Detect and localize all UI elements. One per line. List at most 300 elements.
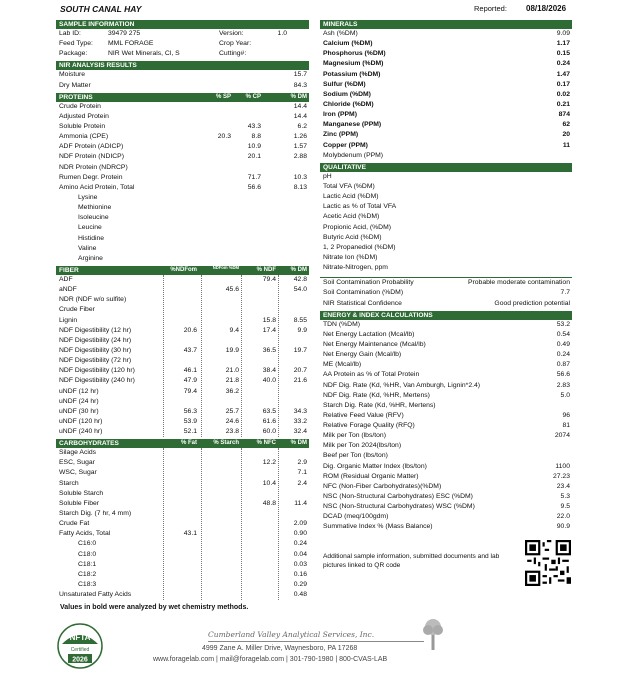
proteins-row <box>56 112 309 122</box>
proteins-row <box>56 152 309 162</box>
minerals-row-value: 874 <box>558 111 570 119</box>
fiber-header-col-header: %NDFom <box>170 266 197 273</box>
energy-row <box>320 512 572 522</box>
sample-info-label: Version: <box>219 30 244 37</box>
fiber-row <box>56 407 309 417</box>
proteins-row-value: 10.9 <box>247 143 261 151</box>
fiber-row-value: 19.7 <box>293 346 307 354</box>
energy-row <box>320 502 572 512</box>
proteins-header <box>56 93 309 102</box>
sample-info-row <box>56 29 309 39</box>
left-column <box>56 18 309 600</box>
carbs-row-label: WSC, Sugar <box>59 469 97 477</box>
energy-row-label: Relative Feed Value (RFV) <box>323 411 404 419</box>
carbs-table <box>56 448 309 600</box>
energy-row-label: Net Energy Lactation (Mcal/lb) <box>323 330 415 338</box>
minerals-row-value: 0.02 <box>556 90 570 98</box>
energy-row-label: Net Energy Maintenance (Mcal/lb) <box>323 340 426 348</box>
energy-row-label: Summative Index % (Mass Balance) <box>323 523 433 531</box>
contamination-row-value: Probable moderate contamination <box>467 279 570 287</box>
carbs-row <box>56 499 309 509</box>
proteins-row <box>56 142 309 152</box>
fiber-row-label: NDF Digestibility (72 hr) <box>59 357 132 365</box>
nir-header-title: NIR ANALYSIS RESULTS <box>59 62 137 70</box>
carbs-row-value: 10.4 <box>262 479 276 487</box>
minerals-row-value: 1.47 <box>556 70 570 78</box>
qualitative-table <box>320 172 572 273</box>
minerals-row-label: Magnesium (%DM) <box>323 60 384 68</box>
fiber-row-value: 52.1 <box>183 428 197 436</box>
fiber-row-value: 79.4 <box>262 275 276 283</box>
column-divider <box>278 448 279 600</box>
minerals-row-value: 1.17 <box>556 40 570 48</box>
minerals-row-label: Manganese (PPM) <box>323 121 382 129</box>
fiber-row-label: NDF Digestibility (24 hr) <box>59 336 132 344</box>
fiber-row-value: 8.55 <box>293 316 307 324</box>
right-column <box>320 18 572 533</box>
energy-row <box>320 482 572 492</box>
qualitative-header-title: QUALITATIVE <box>323 163 366 171</box>
column-divider <box>163 448 164 600</box>
fiber-row-value: 46.1 <box>183 367 197 375</box>
minerals-row-label: Phosphorus (%DM) <box>323 50 386 58</box>
fiber-row-value: 79.4 <box>183 387 197 395</box>
qr-note: Additional sample information, submitted documents and lab pictures linked to QR code <box>323 553 500 569</box>
energy-row-value: 96 <box>562 411 570 419</box>
fiber-row-value: 53.9 <box>183 417 197 425</box>
nir-header <box>56 61 309 70</box>
svg-text:NFTA: NFTA <box>69 633 91 642</box>
proteins-row-label: Soluble Protein <box>59 122 106 130</box>
proteins-row-label: Histidine <box>78 234 105 242</box>
proteins-row-value: 10.3 <box>293 173 307 181</box>
fiber-row <box>56 305 309 315</box>
footnote: Values in bold were analyzed by wet chemistry methods. <box>60 604 249 611</box>
energy-row <box>320 360 572 370</box>
minerals-row-label: Ash (%DM) <box>323 30 358 37</box>
energy-row-value: 0.24 <box>556 351 570 359</box>
energy-row <box>320 492 572 502</box>
fiber-row-value: 9.4 <box>229 326 239 334</box>
minerals-row <box>320 130 572 140</box>
carbs-row-value: 0.48 <box>293 591 307 599</box>
energy-row <box>320 320 572 330</box>
proteins-row-label: Valine <box>78 244 97 252</box>
minerals-row <box>320 49 572 59</box>
carbs-row-label: Starch Dig. (7 hr, 4 mm) <box>59 510 132 518</box>
qualitative-row <box>320 233 572 243</box>
energy-row-label: NSC (Non-Structural Carbohydrates) WSC (%DM) <box>323 503 475 511</box>
svg-text:2026: 2026 <box>72 656 88 664</box>
carbs-row-value: 0.04 <box>293 550 307 558</box>
fiber-row <box>56 346 309 356</box>
qualitative-row-label: Butyric Acid (%DM) <box>323 233 382 241</box>
proteins-row-value: 14.4 <box>293 102 307 110</box>
proteins-row-label: Crude Protein <box>59 102 101 110</box>
fiber-row-value: 40.0 <box>262 377 276 385</box>
carbs-row-label: Soluble Starch <box>59 489 104 497</box>
footer <box>0 616 640 686</box>
fiber-row-value: 63.5 <box>262 407 276 415</box>
proteins-row-value: 71.7 <box>247 173 261 181</box>
qualitative-header <box>320 163 572 172</box>
carbs-row-label: C18:1 <box>78 560 97 568</box>
fiber-header-col-header: % DM <box>290 266 307 273</box>
sample-info-label: Crop Year: <box>219 40 252 48</box>
carbs-header-col-header: % Starch <box>213 440 239 447</box>
qualitative-row <box>320 243 572 253</box>
energy-row <box>320 401 572 411</box>
proteins-row-label: Ammonia (CPE) <box>59 133 109 141</box>
proteins-table <box>56 102 309 264</box>
energy-row-value: 27.23 <box>552 472 570 480</box>
proteins-header-col-header: % CP <box>245 93 261 100</box>
fiber-row-label: aNDF <box>59 286 77 294</box>
fiber-row-value: 33.2 <box>293 417 307 425</box>
energy-row-label: TDN (%DM) <box>323 320 360 328</box>
proteins-row-label: Arginine <box>78 254 103 262</box>
carbs-row-label: Unsaturated Fatty Acids <box>59 591 132 599</box>
proteins-row-value: 14.4 <box>293 112 307 120</box>
energy-table <box>320 320 572 533</box>
qualitative-row <box>320 212 572 222</box>
proteins-row <box>56 254 309 264</box>
minerals-row-label: Copper (PPM) <box>323 141 368 149</box>
fiber-row <box>56 316 309 326</box>
carbs-row-value: 43.1 <box>183 530 197 538</box>
minerals-row <box>320 70 572 80</box>
energy-row-value: 0.49 <box>556 340 570 348</box>
carbs-row-value: 0.24 <box>293 540 307 548</box>
minerals-row-label: Iron (PPM) <box>323 111 357 119</box>
carbs-row-label: Soluble Fiber <box>59 499 100 507</box>
proteins-row-value: 20.1 <box>247 153 261 161</box>
energy-row-value: 81 <box>562 422 570 430</box>
energy-row-label: ME (Mcal/lb) <box>323 361 362 369</box>
minerals-table <box>320 29 572 161</box>
proteins-row <box>56 234 309 244</box>
contamination-row-value: Good prediction potential <box>494 299 570 307</box>
qr-code[interactable] <box>525 540 571 586</box>
carbs-row <box>56 550 309 560</box>
proteins-header-col-header: % SP <box>215 93 231 100</box>
company-address: 4999 Zane A. Miller Drive, Waynesboro, PA 17268 <box>202 645 358 652</box>
energy-row <box>320 370 572 380</box>
column-divider <box>241 275 242 437</box>
proteins-row-value: 43.3 <box>247 122 261 130</box>
fiber-row-value: 36.2 <box>225 387 239 395</box>
qualitative-row <box>320 192 572 202</box>
energy-row-value: 90.9 <box>556 523 570 531</box>
fiber-header <box>56 266 309 275</box>
svg-text:Certified: Certified <box>70 647 90 653</box>
sample-info-value: MML FORAGE <box>108 40 154 48</box>
fiber-row-value: 34.3 <box>293 407 307 415</box>
qualitative-row <box>320 223 572 233</box>
sample-info-header-title: SAMPLE INFORMATION <box>59 21 135 28</box>
minerals-row <box>320 151 572 161</box>
proteins-row <box>56 122 309 132</box>
proteins-row-value: 20.3 <box>217 133 231 141</box>
fiber-row-value: 56.3 <box>183 407 197 415</box>
nir-table <box>56 70 309 90</box>
fiber-row-label: NDR (NDF w/o sulfite) <box>59 296 127 304</box>
fiber-row-label: uNDF (120 hr) <box>59 417 103 425</box>
energy-row <box>320 522 572 532</box>
carbs-header-col-header: % DM <box>290 440 307 447</box>
energy-row <box>320 462 572 472</box>
proteins-row-label: Lysine <box>78 193 98 201</box>
minerals-row <box>320 29 572 39</box>
qualitative-row-label: 1, 2 Propanediol (%DM) <box>323 243 396 251</box>
fiber-row-label: NDF Digestibility (240 hr) <box>59 377 135 385</box>
energy-row-label: DCAD (meq/100gdm) <box>323 513 389 521</box>
company-name: Cumberland Valley Analytical Services, Inc. <box>208 630 375 639</box>
energy-row-value: 5.3 <box>560 493 570 501</box>
carbs-row <box>56 590 309 600</box>
carbs-row-label: C16:0 <box>78 540 97 548</box>
carbs-row-value: 7.1 <box>297 469 307 477</box>
minerals-row-label: Zinc (PPM) <box>323 131 359 139</box>
fiber-row-value: 15.8 <box>262 316 276 324</box>
sample-info-row <box>56 49 309 59</box>
company-contacts: www.foragelab.com | mail@foragelab.com | 301-790-1980 | 800-CVAS-LAB <box>153 656 388 663</box>
fiber-header-col-header: % NDF <box>256 266 276 273</box>
nir-row-value: 84.3 <box>293 81 307 89</box>
proteins-row-label: Adjusted Protein <box>59 112 109 120</box>
carbs-header-title: CARBOHYDRATES <box>59 440 119 448</box>
carbs-row <box>56 570 309 580</box>
carbs-header-col-header: % NFC <box>256 440 276 447</box>
energy-row-label: NDF Dig. Rate (Kd, %HR, Van Amburgh, Lignin*2.4) <box>323 381 481 389</box>
sample-info-label: Lab ID: <box>59 30 81 37</box>
fiber-row-label: ADF <box>59 275 73 283</box>
sample-info-table <box>56 29 309 59</box>
fiber-row-label: uNDF (240 hr) <box>59 428 103 436</box>
carbs-row-label: C18:0 <box>78 550 97 558</box>
contamination-table <box>320 278 572 308</box>
energy-row <box>320 472 572 482</box>
minerals-row <box>320 110 572 120</box>
carbs-row-value: 2.9 <box>297 459 307 467</box>
fiber-row-value: 25.7 <box>225 407 239 415</box>
energy-row-value: 5.0 <box>560 391 570 399</box>
proteins-header-title: PROTEINS <box>59 93 93 101</box>
carbs-row-label: Silage Acids <box>59 449 97 457</box>
fiber-row-label: NDF Digestibility (30 hr) <box>59 346 132 354</box>
proteins-row-label: Rumen Degr. Protein <box>59 173 123 181</box>
carbs-row-value: 0.16 <box>293 570 307 578</box>
carbs-row <box>56 560 309 570</box>
proteins-row <box>56 163 309 173</box>
qualitative-row-label: pH <box>323 172 332 180</box>
sample-info-row <box>56 39 309 49</box>
carbs-header <box>56 439 309 448</box>
energy-row-label: NDF Dig. Rate (Kd, %HR, Mertens) <box>323 391 430 399</box>
sample-info-label: Feed Type: <box>59 40 93 48</box>
minerals-row-value: 0.21 <box>556 100 570 108</box>
contamination-row <box>320 278 572 288</box>
qualitative-row <box>320 263 572 273</box>
fiber-row-value: 43.7 <box>183 346 197 354</box>
nir-row-value: 15.7 <box>293 71 307 79</box>
carbs-row <box>56 519 309 529</box>
carbs-row-label: Starch <box>59 479 79 487</box>
column-divider <box>201 275 202 437</box>
proteins-row-label: Methionine <box>78 204 112 212</box>
fiber-row-value: 23.8 <box>225 428 239 436</box>
energy-row <box>320 421 572 431</box>
energy-row-value: 23.4 <box>556 482 570 490</box>
carbs-row-value: 0.29 <box>293 581 307 589</box>
energy-row <box>320 411 572 421</box>
fiber-row <box>56 275 309 285</box>
carbs-row-value: 0.90 <box>293 530 307 538</box>
proteins-row-value: 8.13 <box>293 183 307 191</box>
proteins-row-label: Leucine <box>78 224 102 232</box>
minerals-row-value: 0.15 <box>556 50 570 58</box>
fiber-row-value: 24.6 <box>225 417 239 425</box>
carbs-row <box>56 529 309 539</box>
energy-row-label: ROM (Residual Organic Matter) <box>323 472 419 480</box>
contamination-row-label: NIR Statistical Confidence <box>323 299 402 307</box>
fiber-row <box>56 295 309 305</box>
fiber-row <box>56 366 309 376</box>
energy-row <box>320 381 572 391</box>
reported-date: 08/18/2026 <box>526 4 567 13</box>
fiber-row-value: 36.5 <box>262 346 276 354</box>
nir-row-label: Dry Matter <box>59 81 91 89</box>
proteins-row-value: 1.26 <box>293 133 307 141</box>
contamination-row-label: Soil Contamination (%DM) <box>323 289 404 297</box>
column-divider <box>241 448 242 600</box>
proteins-row-value: 2.88 <box>293 153 307 161</box>
nir-row <box>56 81 309 91</box>
minerals-row-label: Chloride (%DM) <box>323 100 374 108</box>
column-divider <box>278 275 279 437</box>
fiber-row-value: 21.6 <box>293 377 307 385</box>
qualitative-row-label: Nitrate-Nitrogen, ppm <box>323 264 388 272</box>
energy-row-value: 2.83 <box>556 381 570 389</box>
contamination-row-value: 7.7 <box>560 289 570 297</box>
fiber-row <box>56 387 309 397</box>
minerals-row-value: 0.24 <box>556 60 570 68</box>
fiber-row-value: 21.0 <box>225 367 239 375</box>
energy-row-value: 0.54 <box>556 330 570 338</box>
carbs-row-label: Fatty Acids, Total <box>59 530 111 538</box>
fiber-header-title: FIBER <box>59 266 79 274</box>
carbs-row <box>56 509 309 519</box>
proteins-row-value: 1.57 <box>293 143 307 151</box>
carbs-header-col-header: % Fat <box>180 440 197 447</box>
carbs-row-value: 11.4 <box>294 499 307 507</box>
fiber-row-value: 60.0 <box>262 428 276 436</box>
carbs-row <box>56 489 309 499</box>
carbs-row <box>56 580 309 590</box>
proteins-row <box>56 244 309 254</box>
carbs-row-label: ESC, Sugar <box>59 459 95 467</box>
nir-row-label: Moisture <box>59 71 86 79</box>
minerals-row-value: 11 <box>562 141 570 149</box>
minerals-row-value: 9.09 <box>556 30 570 37</box>
fiber-row-value: 45.6 <box>225 286 239 294</box>
minerals-row <box>320 120 572 130</box>
qualitative-row-label: Lactic Acid (%DM) <box>323 193 379 201</box>
minerals-row-value: 62 <box>562 121 570 129</box>
carbs-row <box>56 458 309 468</box>
qualitative-row-label: Nitrate Ion (%DM) <box>323 253 378 261</box>
minerals-row <box>320 141 572 151</box>
minerals-row-label: Sulfur (%DM) <box>323 80 366 88</box>
energy-row-label: Starch Dig. Rate (Kd, %HR, Mertens) <box>323 401 436 409</box>
energy-header-title: ENERGY & INDEX CALCULATIONS <box>323 311 433 319</box>
energy-header <box>320 311 572 320</box>
carbs-row <box>56 539 309 549</box>
energy-row-value: 56.6 <box>556 371 570 379</box>
proteins-row-value: 8.8 <box>251 133 261 141</box>
proteins-row <box>56 173 309 183</box>
minerals-header-title: MINERALS <box>323 21 358 28</box>
fiber-row-label: NDF Digestibility (120 hr) <box>59 367 135 375</box>
fiber-row-label: NDF Digestibility (12 hr) <box>59 326 132 334</box>
fiber-row <box>56 285 309 295</box>
minerals-row <box>320 100 572 110</box>
qualitative-row-label: Lactic as % of Total VFA <box>323 203 397 211</box>
energy-row <box>320 431 572 441</box>
fiber-row-value: 21.8 <box>225 377 239 385</box>
fiber-header-col-header: NDFom %DM <box>212 264 239 270</box>
energy-row-label: Beef per Ton (lbs/ton) <box>323 452 388 460</box>
minerals-row-label: Potassium (%DM) <box>323 70 381 78</box>
minerals-row <box>320 39 572 49</box>
qualitative-row-label: Acetic Acid (%DM) <box>323 213 380 221</box>
energy-row-value: 9.5 <box>560 503 570 511</box>
energy-row-label: Relative Forage Quality (RFQ) <box>323 422 415 430</box>
minerals-row-value: 0.17 <box>556 80 570 88</box>
energy-row-value: 53.2 <box>556 320 570 328</box>
qualitative-row-label: Propionic Acid, (%DM) <box>323 223 391 231</box>
energy-row <box>320 340 572 350</box>
proteins-row-value: 56.6 <box>247 183 261 191</box>
proteins-row <box>56 193 309 203</box>
nir-row <box>56 70 309 80</box>
proteins-row-value: 6.2 <box>297 122 307 130</box>
carbs-row <box>56 468 309 478</box>
fiber-row <box>56 417 309 427</box>
contamination-row-label: Soil Contamination Probability <box>323 279 414 287</box>
fiber-row-label: uNDF (30 hr) <box>59 407 99 415</box>
fiber-table <box>56 275 309 437</box>
energy-row-value: 2074 <box>554 432 570 440</box>
fiber-row-value: 17.4 <box>262 326 276 334</box>
energy-row-label: NSC (Non-Structural Carbohydrates) ESC (%DM) <box>323 493 473 501</box>
fiber-row-label: uNDF (24 hr) <box>59 397 99 405</box>
minerals-row <box>320 59 572 69</box>
proteins-row <box>56 132 309 142</box>
qualitative-row <box>320 202 572 212</box>
qualitative-row <box>320 172 572 182</box>
proteins-row <box>56 203 309 213</box>
qualitative-row-label: Total VFA (%DM) <box>323 182 375 190</box>
proteins-row <box>56 223 309 233</box>
carbs-row-label: C18:3 <box>78 581 97 589</box>
carbs-row <box>56 448 309 458</box>
qualitative-row <box>320 253 572 263</box>
carbs-row-value: 12.2 <box>262 459 276 467</box>
fiber-row <box>56 397 309 407</box>
nfta-certified-seal <box>56 622 104 670</box>
footer-divider <box>208 641 424 642</box>
